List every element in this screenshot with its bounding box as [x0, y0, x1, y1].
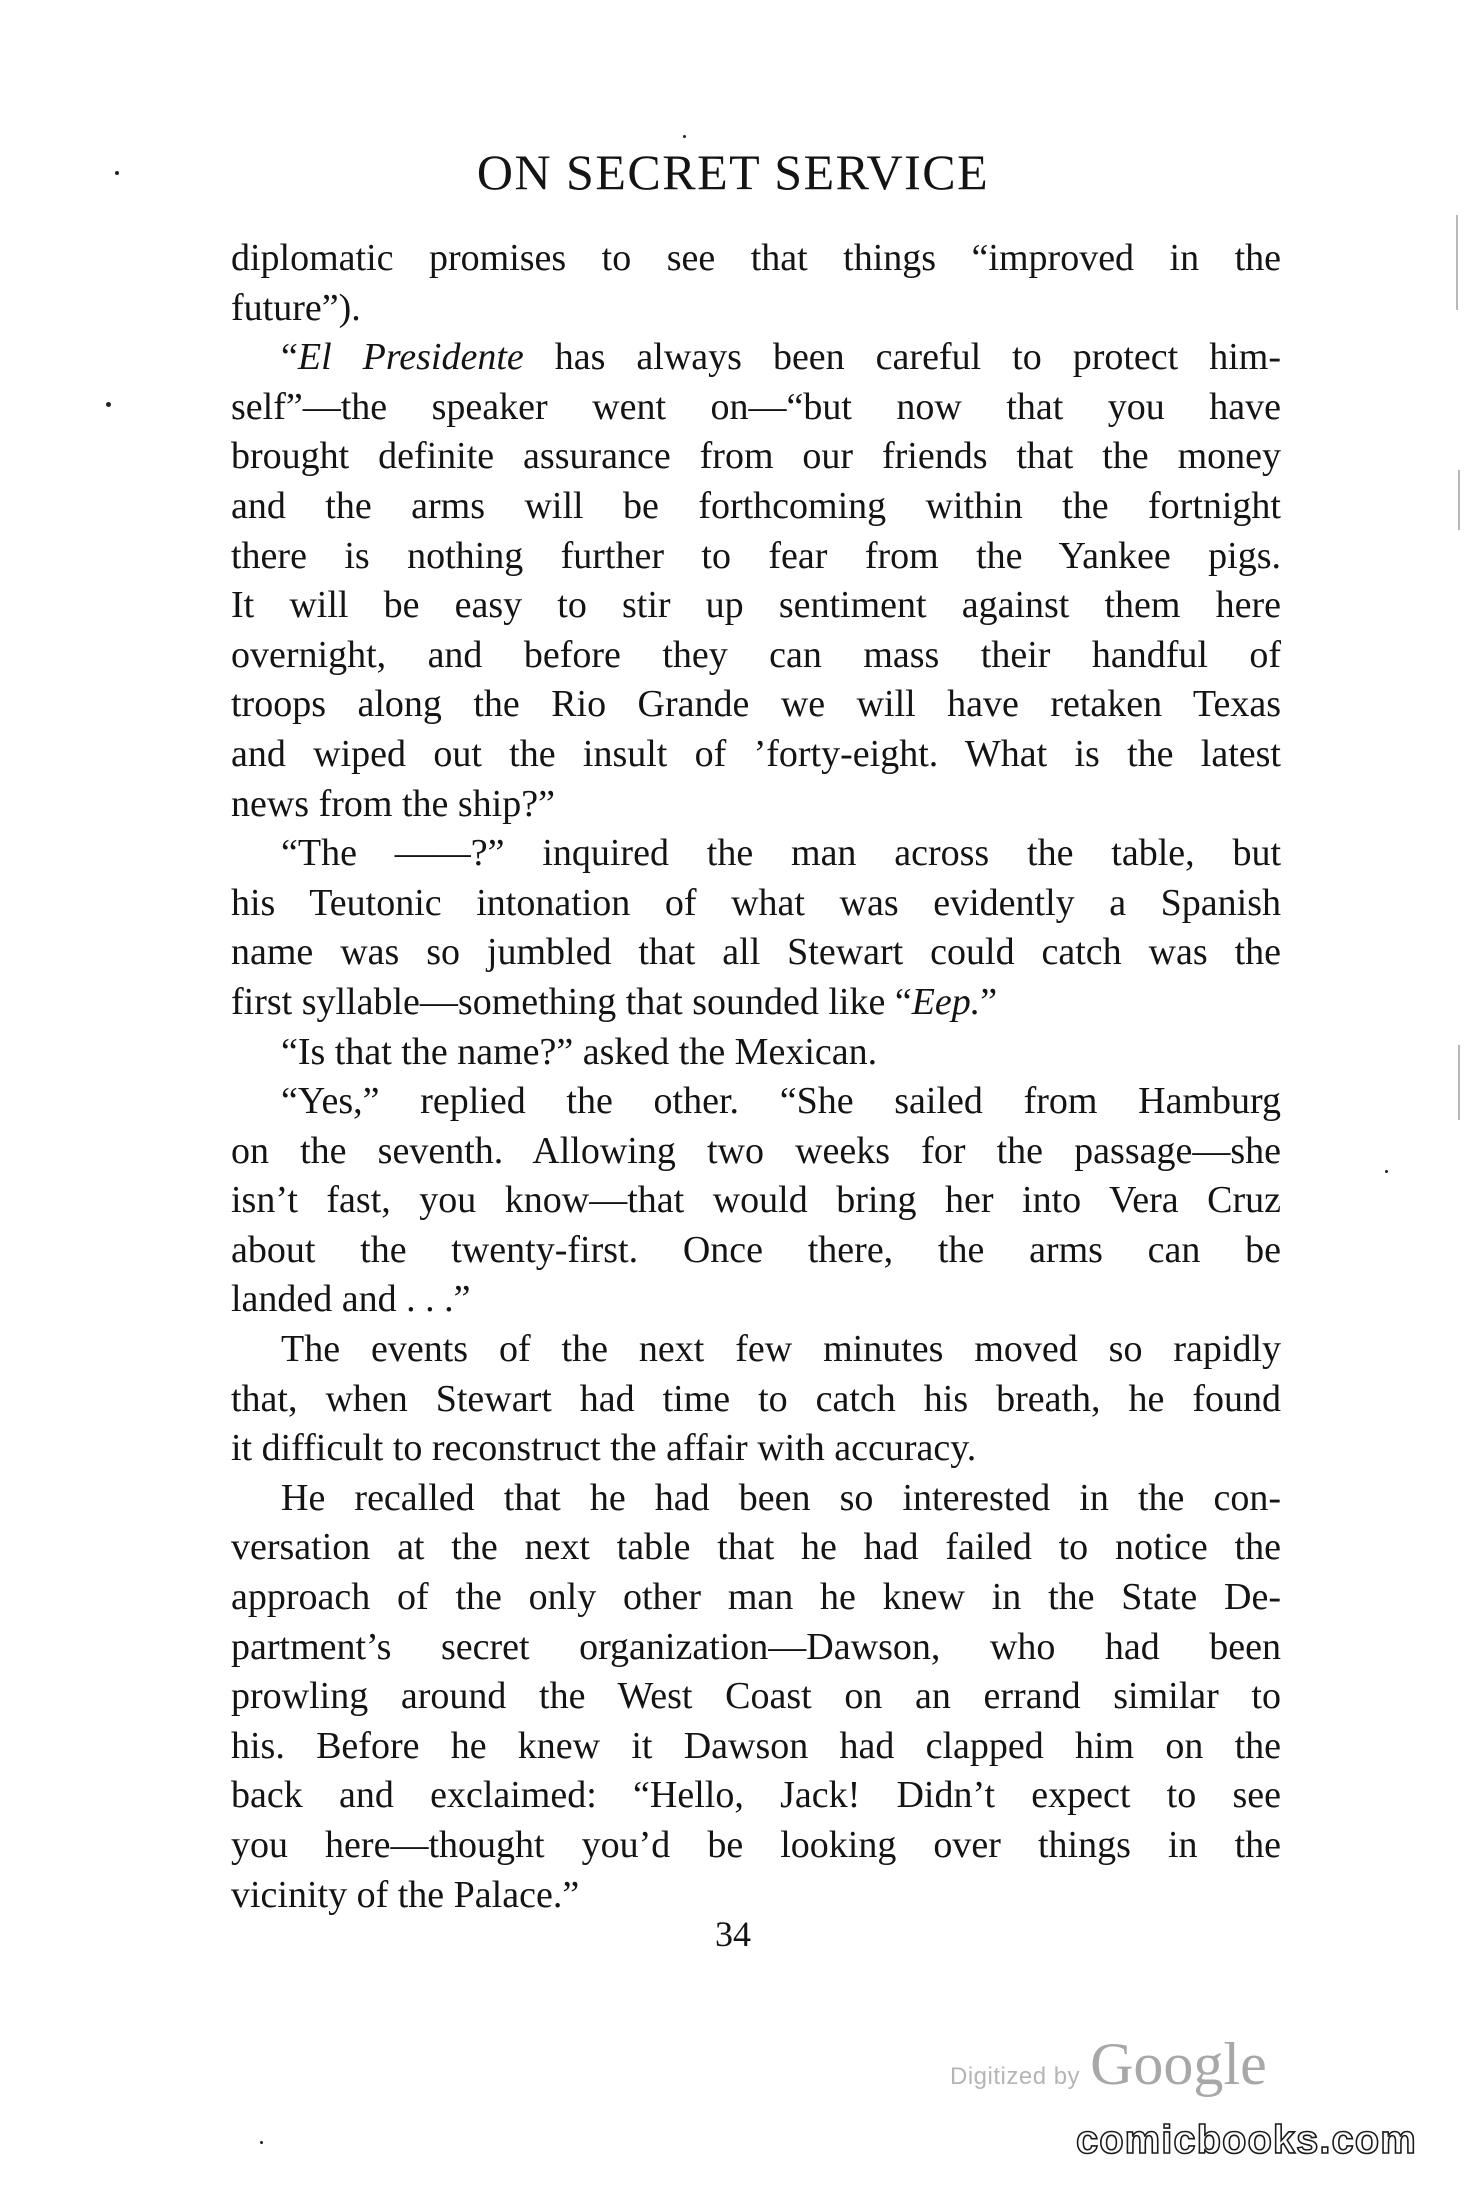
text-line: back and exclaimed: “Hello, Jack! Didn’t expect to see [231, 1774, 1281, 1817]
text-line: first syllable—something that sounded like “Eep.” [231, 980, 998, 1023]
text-line: He recalled that he had been so interested in the con- [281, 1476, 1281, 1519]
paragraph [231, 1077, 1281, 1325]
italic-text: Eep. [911, 980, 981, 1023]
text-line: vicinity of the Palace.” [231, 1873, 580, 1916]
text-line: The events of the next few minutes moved so rapidly [281, 1328, 1281, 1371]
text-line: “Yes,” replied the other. “She sailed from Hamburg [281, 1080, 1281, 1123]
margin-line [1458, 470, 1460, 530]
scan-speck [683, 135, 686, 138]
scan-speck [1385, 1170, 1388, 1173]
scan-speck [115, 171, 119, 175]
margin-line [1456, 215, 1458, 310]
paragraph [231, 1474, 1281, 1920]
text-line: on the seventh. Allowing two weeks for the passage—she [231, 1129, 1281, 1172]
running-title: ON SECRET SERVICE [476, 144, 990, 200]
text-line: and the arms will be forthcoming within the fortnight [231, 484, 1281, 527]
text-line: troops along the Rio Grande we will have retaken Texas [231, 683, 1281, 726]
text-line: versation at the next table that he had failed to notice the [231, 1526, 1281, 1569]
text-line: isn’t fast, you know—that would bring her into Vera Cruz [231, 1179, 1281, 1222]
text-line: overnight, and before they can mass their handful of [231, 633, 1281, 676]
digitized-by-google-mark [950, 2030, 1267, 2099]
paragraph [231, 234, 1281, 333]
scan-speck [106, 402, 111, 407]
page-number: 34 [715, 1914, 751, 1954]
paragraph [231, 829, 1281, 1027]
text-line: you here—thought you’d be looking over things in the [231, 1824, 1281, 1866]
text-line: and wiped out the insult of ’forty-eight. What is the latest [231, 732, 1281, 775]
text-line: “The ——?” inquired the man across the table, but [281, 832, 1281, 875]
margin-line [1458, 1045, 1460, 1120]
text-line: brought definite assurance from our friends that the money [231, 435, 1281, 478]
text-line: landed and . . .” [231, 1278, 471, 1321]
text-line: “El Presidente has always been careful to protect him- [281, 336, 1281, 379]
text-line: partment’s secret organization—Dawson, who had been [231, 1625, 1281, 1668]
italic-text: El Presidente [297, 336, 524, 379]
text-line: It will be easy to stir up sentiment against them here [231, 584, 1281, 627]
text-line: there is nothing further to fear from the Yankee pigs. [231, 534, 1281, 577]
text-line: diplomatic promises to see that things “improved in the [231, 237, 1281, 279]
body-text [231, 234, 1281, 1920]
google-logo: Google [1090, 2031, 1267, 2097]
text-line: future”). [231, 286, 361, 329]
paragraph [231, 1325, 1281, 1474]
text-line: about the twenty-first. Once there, the arms can be [231, 1228, 1281, 1271]
paragraph [231, 333, 1281, 829]
text-line: self”—the speaker went on—“but now that you have [231, 385, 1281, 428]
text-line: his. Before he knew it Dawson had clapped him on the [231, 1724, 1281, 1767]
digitized-prefix: Digitized by [950, 2063, 1081, 2090]
text-line: “Is that the name?” asked the Mexican. [281, 1030, 878, 1073]
text-line: his Teutonic intonation of what was evidently a Spanish [231, 881, 1281, 924]
paragraph [231, 1028, 1281, 1078]
text-line: it difficult to reconstruct the affair with accuracy. [231, 1427, 977, 1470]
text-line: that, when Stewart had time to catch his breath, he found [231, 1377, 1281, 1420]
text-line: approach of the only other man he knew in the State De- [231, 1576, 1281, 1619]
text-line: name was so jumbled that all Stewart could catch was the [231, 931, 1281, 974]
comicbooks-watermark: comicbooks.com [1076, 2118, 1417, 2162]
text-line: prowling around the West Coast on an errand similar to [231, 1675, 1281, 1718]
scan-speck [260, 2141, 263, 2144]
text-line: news from the ship?” [231, 782, 555, 825]
